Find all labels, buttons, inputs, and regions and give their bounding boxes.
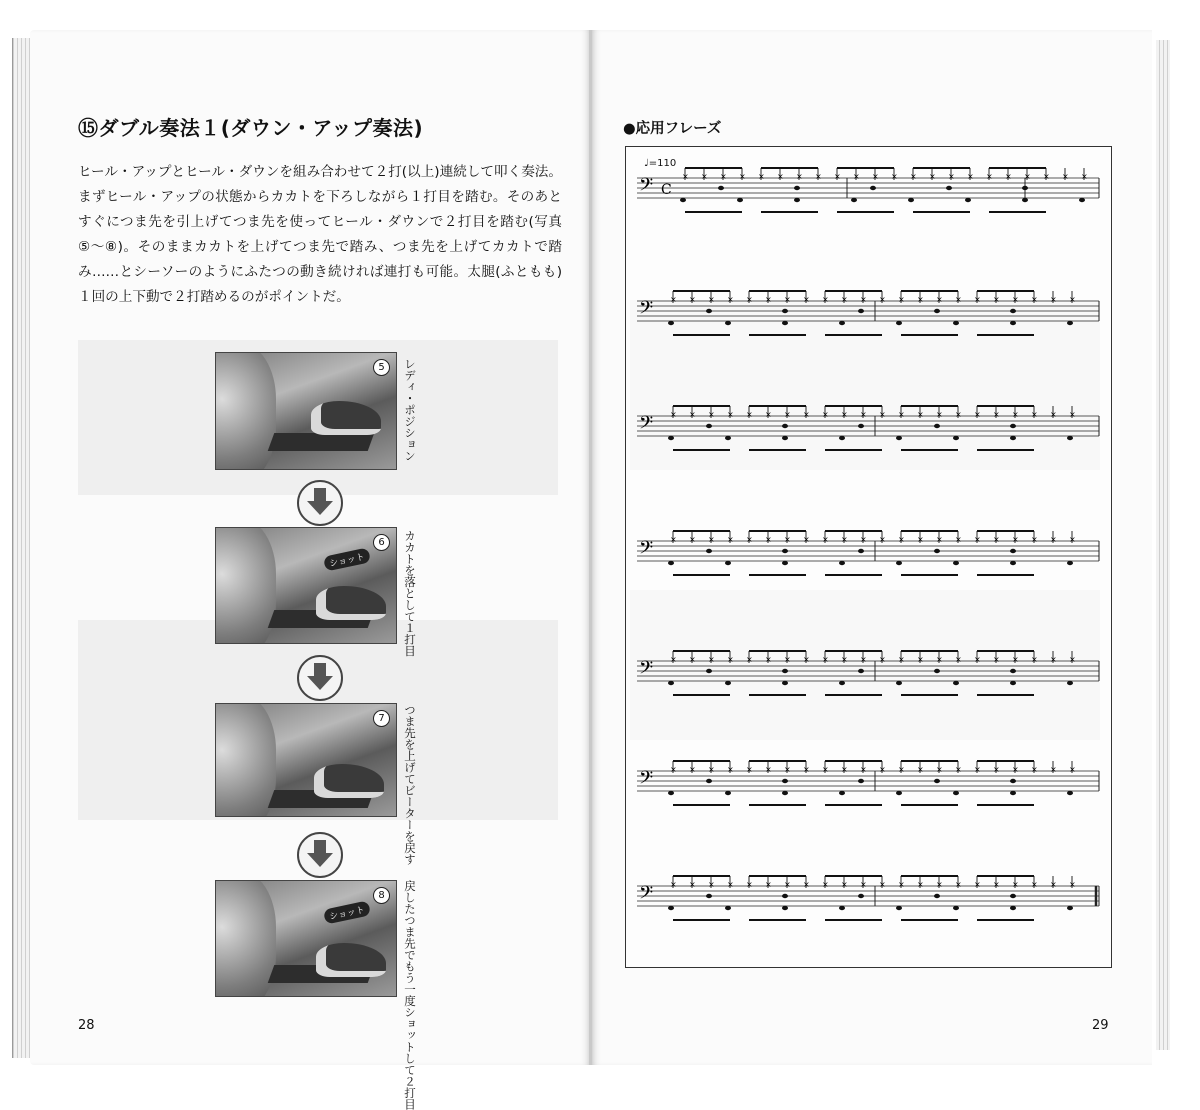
cymbal-note: ×: [822, 410, 829, 419]
cymbal-note: ×: [974, 655, 981, 664]
snare-note: [858, 549, 864, 553]
snare-note: [1022, 186, 1028, 190]
cymbal-note: ×: [974, 295, 981, 304]
snare-note: [934, 549, 940, 553]
kick-note: [680, 198, 686, 202]
snare-note: [1010, 549, 1016, 553]
photo-number: 6: [373, 534, 390, 551]
book-edge-right: [1156, 40, 1170, 1050]
cymbal-note: ×: [765, 295, 772, 304]
time-signature-icon: C: [661, 182, 672, 198]
cymbal-note: ×: [1031, 535, 1038, 544]
bass-clef-icon: 𝄢: [639, 768, 654, 793]
cymbal-note: ×: [708, 655, 715, 664]
cymbal-note: ×: [860, 655, 867, 664]
snare-note: [706, 779, 712, 783]
snare-note: [870, 186, 876, 190]
kick-note: [1010, 436, 1016, 440]
cymbal-note: ×: [720, 172, 727, 181]
cymbal-note: ×: [1069, 410, 1076, 419]
cymbal-note: ×: [765, 410, 772, 419]
cymbal-note: ×: [910, 172, 917, 181]
kick-note: [839, 791, 845, 795]
bass-drum-shape: [215, 880, 276, 997]
cymbal-note: ×: [727, 765, 734, 774]
kick-note: [896, 681, 902, 685]
down-arrow-icon: [297, 480, 343, 526]
cymbal-note: ×: [727, 880, 734, 889]
kick-note: [1067, 906, 1073, 910]
cymbal-note: ×: [898, 535, 905, 544]
cymbal-note: ×: [955, 765, 962, 774]
kick-note: [725, 321, 731, 325]
section-heading: ⑮ダブル奏法１(ダウン・アップ奏法): [78, 116, 424, 140]
cymbal-note: ×: [784, 535, 791, 544]
snare-note: [706, 669, 712, 673]
kick-note: [953, 791, 959, 795]
cymbal-note: ×: [1081, 172, 1088, 181]
kick-note: [725, 561, 731, 565]
cymbal-note: ×: [898, 880, 905, 889]
snare-note: [858, 669, 864, 673]
snare-note: [946, 186, 952, 190]
photo-number: 5: [373, 359, 390, 376]
cymbal-note: ×: [993, 535, 1000, 544]
snare-note: [718, 186, 724, 190]
snare-note: [858, 309, 864, 313]
cymbal-note: ×: [936, 295, 943, 304]
kick-note: [782, 561, 788, 565]
snare-note: [858, 424, 864, 428]
snare-note: [1010, 424, 1016, 428]
cymbal-note: ×: [670, 655, 677, 664]
cymbal-note: ×: [841, 295, 848, 304]
snare-note: [706, 894, 712, 898]
cymbal-note: ×: [689, 295, 696, 304]
bass-clef-icon: 𝄢: [639, 538, 654, 563]
cymbal-note: ×: [860, 765, 867, 774]
cymbal-note: ×: [803, 765, 810, 774]
kick-note: [737, 198, 743, 202]
cymbal-note: ×: [860, 295, 867, 304]
cymbal-note: ×: [746, 535, 753, 544]
kick-note: [668, 561, 674, 565]
cymbal-note: ×: [758, 172, 765, 181]
cymbal-note: ×: [689, 765, 696, 774]
snare-note: [782, 549, 788, 553]
snare-note: [706, 549, 712, 553]
kick-note: [908, 198, 914, 202]
cymbal-note: ×: [1069, 535, 1076, 544]
cymbal-note: ×: [955, 410, 962, 419]
cymbal-note: ×: [1050, 410, 1057, 419]
cymbal-note: ×: [815, 172, 822, 181]
snare-note: [1010, 309, 1016, 313]
cymbal-note: ×: [917, 765, 924, 774]
cymbal-note: ×: [727, 295, 734, 304]
cymbal-note: ×: [1043, 172, 1050, 181]
cymbal-note: ×: [1012, 410, 1019, 419]
snare-note: [934, 779, 940, 783]
cymbal-note: ×: [708, 295, 715, 304]
cymbal-note: ×: [898, 410, 905, 419]
cymbal-note: ×: [1012, 880, 1019, 889]
cymbal-note: ×: [879, 765, 886, 774]
cymbal-note: ×: [708, 410, 715, 419]
cymbal-note: ×: [974, 765, 981, 774]
kick-note: [1067, 321, 1073, 325]
snare-note: [1010, 894, 1016, 898]
drum-score: [625, 146, 1110, 966]
kick-note: [896, 791, 902, 795]
snare-note: [934, 424, 940, 428]
cymbal-note: ×: [784, 880, 791, 889]
snare-note: [934, 669, 940, 673]
cymbal-note: ×: [841, 765, 848, 774]
cymbal-note: ×: [1050, 295, 1057, 304]
cymbal-note: ×: [879, 410, 886, 419]
cymbal-note: ×: [1050, 765, 1057, 774]
snare-note: [782, 669, 788, 673]
snare-note: [934, 309, 940, 313]
cymbal-note: ×: [1031, 765, 1038, 774]
tempo-marking: ♩=110: [644, 158, 677, 169]
cymbal-note: ×: [841, 880, 848, 889]
page-number-left: 28: [78, 1018, 95, 1033]
cymbal-note: ×: [936, 655, 943, 664]
cymbal-note: ×: [936, 765, 943, 774]
cymbal-note: ×: [1031, 655, 1038, 664]
cymbal-note: ×: [803, 655, 810, 664]
cymbal-note: ×: [746, 655, 753, 664]
kick-note: [896, 906, 902, 910]
cymbal-note: ×: [689, 535, 696, 544]
kick-note: [1010, 791, 1016, 795]
kick-note: [725, 436, 731, 440]
cymbal-note: ×: [841, 655, 848, 664]
cymbal-note: ×: [708, 535, 715, 544]
cymbal-note: ×: [1050, 535, 1057, 544]
bass-drum-shape: [215, 352, 276, 470]
kick-note: [1067, 791, 1073, 795]
kick-note: [668, 436, 674, 440]
photo-caption: 戻したつま先でもう一度ショットして２打目: [403, 880, 417, 1110]
cymbal-note: ×: [822, 295, 829, 304]
book-gutter: [589, 30, 592, 1065]
cymbal-note: ×: [803, 535, 810, 544]
snare-note: [858, 894, 864, 898]
cymbal-note: ×: [746, 410, 753, 419]
cymbal-note: ×: [784, 295, 791, 304]
down-arrow-icon: [297, 832, 343, 878]
cymbal-note: ×: [936, 535, 943, 544]
snare-note: [794, 186, 800, 190]
cymbal-note: ×: [974, 410, 981, 419]
cymbal-note: ×: [803, 295, 810, 304]
kick-note: [839, 321, 845, 325]
kick-note: [782, 791, 788, 795]
kick-note: [1067, 436, 1073, 440]
cymbal-note: ×: [727, 410, 734, 419]
cymbal-note: ×: [727, 655, 734, 664]
cymbal-note: ×: [879, 655, 886, 664]
bass-drum-shape: [215, 703, 276, 817]
kick-note: [953, 681, 959, 685]
cymbal-note: ×: [670, 765, 677, 774]
cymbal-note: ×: [822, 765, 829, 774]
kick-note: [896, 321, 902, 325]
cymbal-note: ×: [746, 295, 753, 304]
cymbal-note: ×: [841, 535, 848, 544]
body-paragraph: ヒール・アップとヒール・ダウンを組み合わせて２打(以上)連続して叩く奏法。まずヒール・アップの状態からカカトを下ろしながら１打目を踏む。そのあとすぐにつま先を引上げてつま先を使ってヒール・ダウンで２打目を踏む(写真⑤〜⑧)。そのままカカトを上げてつま先で踏み、つま先を上げてカカトで踏み……とシーソーのようにふたつの動き続ければ連打も可能。太腿(ふともも)１回の上下動で２打踏めるのがポイントだ。: [78, 164, 562, 305]
snare-note: [934, 894, 940, 898]
cymbal-note: ×: [1050, 655, 1057, 664]
cymbal-note: ×: [898, 765, 905, 774]
page-number-right: 29: [1092, 1018, 1109, 1033]
snare-note: [782, 894, 788, 898]
kick-note: [896, 436, 902, 440]
bass-drum-shape: [215, 527, 276, 644]
cymbal-note: ×: [955, 295, 962, 304]
kick-note: [668, 681, 674, 685]
kick-note: [725, 906, 731, 910]
snare-note: [706, 424, 712, 428]
kick-note: [953, 561, 959, 565]
kick-note: [782, 681, 788, 685]
snare-note: [782, 779, 788, 783]
cymbal-note: ×: [993, 295, 1000, 304]
bass-clef-icon: 𝄢: [639, 658, 654, 683]
cymbal-note: ×: [765, 535, 772, 544]
bass-clef-icon: 𝄢: [639, 175, 654, 200]
kick-note: [896, 561, 902, 565]
kick-note: [1022, 198, 1028, 202]
cymbal-note: ×: [936, 880, 943, 889]
cymbal-note: ×: [879, 295, 886, 304]
cymbal-note: ×: [1050, 880, 1057, 889]
cymbal-note: ×: [784, 410, 791, 419]
cymbal-note: ×: [670, 880, 677, 889]
photo-toe-lift: [215, 703, 397, 817]
cymbal-note: ×: [860, 410, 867, 419]
cymbal-note: ×: [872, 172, 879, 181]
cymbal-note: ×: [708, 880, 715, 889]
bass-clef-icon: 𝄢: [639, 413, 654, 438]
cymbal-note: ×: [1069, 295, 1076, 304]
shoe-shape: [311, 401, 381, 435]
snare-note: [1010, 779, 1016, 783]
kick-note: [1010, 681, 1016, 685]
cymbal-note: ×: [974, 880, 981, 889]
cymbal-note: ×: [701, 172, 708, 181]
photo-number: 7: [373, 710, 390, 727]
cymbal-note: ×: [993, 655, 1000, 664]
kick-note: [839, 681, 845, 685]
cymbal-note: ×: [682, 172, 689, 181]
cymbal-note: ×: [993, 410, 1000, 419]
kick-note: [725, 681, 731, 685]
kick-note: [839, 561, 845, 565]
cymbal-note: ×: [796, 172, 803, 181]
cymbal-note: ×: [936, 410, 943, 419]
cymbal-note: ×: [917, 655, 924, 664]
cymbal-note: ×: [1005, 172, 1012, 181]
cymbal-note: ×: [746, 880, 753, 889]
cymbal-note: ×: [993, 765, 1000, 774]
cymbal-note: ×: [955, 535, 962, 544]
cymbal-note: ×: [1012, 295, 1019, 304]
cymbal-note: ×: [955, 655, 962, 664]
cymbal-note: ×: [993, 880, 1000, 889]
cymbal-note: ×: [948, 172, 955, 181]
cymbal-note: ×: [860, 535, 867, 544]
kick-note: [1010, 906, 1016, 910]
cymbal-note: ×: [765, 880, 772, 889]
snare-note: [858, 779, 864, 783]
cymbal-note: ×: [917, 295, 924, 304]
cymbal-note: ×: [689, 410, 696, 419]
cymbal-note: ×: [727, 535, 734, 544]
cymbal-note: ×: [822, 880, 829, 889]
cymbal-note: ×: [879, 880, 886, 889]
snare-note: [782, 309, 788, 313]
snare-note: [782, 424, 788, 428]
kick-note: [1010, 321, 1016, 325]
cymbal-note: ×: [777, 172, 784, 181]
cymbal-note: ×: [891, 172, 898, 181]
cymbal-note: ×: [1024, 172, 1031, 181]
cymbal-note: ×: [1012, 655, 1019, 664]
kick-note: [1067, 681, 1073, 685]
cymbal-note: ×: [986, 172, 993, 181]
cymbal-note: ×: [1031, 880, 1038, 889]
kick-note: [839, 906, 845, 910]
photo-heel-drop: [215, 527, 397, 644]
down-arrow-icon: [297, 655, 343, 701]
cymbal-note: ×: [1062, 172, 1069, 181]
cymbal-note: ×: [967, 172, 974, 181]
kick-note: [1079, 198, 1085, 202]
snare-note: [706, 309, 712, 313]
cymbal-note: ×: [822, 655, 829, 664]
photo-ready-position: [215, 352, 397, 470]
bass-clef-icon: 𝄢: [639, 298, 654, 323]
cymbal-note: ×: [739, 172, 746, 181]
cymbal-note: ×: [822, 535, 829, 544]
kick-note: [851, 198, 857, 202]
cymbal-note: ×: [1012, 535, 1019, 544]
cymbal-note: ×: [917, 535, 924, 544]
kick-note: [953, 436, 959, 440]
cymbal-note: ×: [1069, 765, 1076, 774]
bass-clef-icon: 𝄢: [639, 883, 654, 908]
shoe-shape: [314, 764, 384, 798]
cymbal-note: ×: [853, 172, 860, 181]
cymbal-note: ×: [1069, 880, 1076, 889]
kick-note: [668, 321, 674, 325]
cymbal-note: ×: [929, 172, 936, 181]
cymbal-note: ×: [974, 535, 981, 544]
cymbal-note: ×: [689, 655, 696, 664]
cymbal-note: ×: [1012, 765, 1019, 774]
cymbal-note: ×: [1069, 655, 1076, 664]
cymbal-note: ×: [917, 880, 924, 889]
kick-note: [668, 791, 674, 795]
cymbal-note: ×: [898, 295, 905, 304]
photo-caption: つま先を上げてビーターを戻す: [403, 704, 417, 865]
kick-note: [965, 198, 971, 202]
photo-number: 8: [373, 887, 390, 904]
kick-note: [782, 906, 788, 910]
kick-note: [1067, 561, 1073, 565]
phrase-section-title: ●応用フレーズ: [623, 121, 722, 137]
pedal-shape: [268, 433, 375, 451]
cymbal-note: ×: [765, 655, 772, 664]
kick-note: [953, 906, 959, 910]
cymbal-note: ×: [670, 535, 677, 544]
cymbal-note: ×: [1031, 410, 1038, 419]
kick-note: [953, 321, 959, 325]
kick-note: [725, 791, 731, 795]
cymbal-note: ×: [784, 765, 791, 774]
cymbal-note: ×: [834, 172, 841, 181]
cymbal-note: ×: [708, 765, 715, 774]
cymbal-note: ×: [917, 410, 924, 419]
cymbal-note: ×: [689, 880, 696, 889]
photo-caption: レディ・ポジション: [403, 358, 417, 462]
shoe-shape: [316, 943, 386, 977]
cymbal-note: ×: [1031, 295, 1038, 304]
cymbal-note: ×: [879, 535, 886, 544]
photo-caption: カカトを落として１打目: [403, 530, 417, 657]
cymbal-note: ×: [803, 880, 810, 889]
cymbal-note: ×: [784, 655, 791, 664]
kick-note: [668, 906, 674, 910]
photo-second-stroke: [215, 880, 397, 997]
cymbal-note: ×: [670, 295, 677, 304]
shoe-shape: [316, 586, 386, 620]
shot-tag: ショット: [323, 547, 371, 571]
cymbal-note: ×: [860, 880, 867, 889]
cymbal-note: ×: [898, 655, 905, 664]
cymbal-note: ×: [746, 765, 753, 774]
kick-note: [1010, 561, 1016, 565]
cymbal-note: ×: [955, 880, 962, 889]
cymbal-note: ×: [765, 765, 772, 774]
cymbal-note: ×: [670, 410, 677, 419]
cymbal-note: ×: [803, 410, 810, 419]
kick-note: [782, 321, 788, 325]
kick-note: [794, 198, 800, 202]
snare-note: [1010, 669, 1016, 673]
kick-note: [839, 436, 845, 440]
shot-tag: ショット: [323, 900, 371, 924]
cymbal-note: ×: [841, 410, 848, 419]
kick-note: [782, 436, 788, 440]
